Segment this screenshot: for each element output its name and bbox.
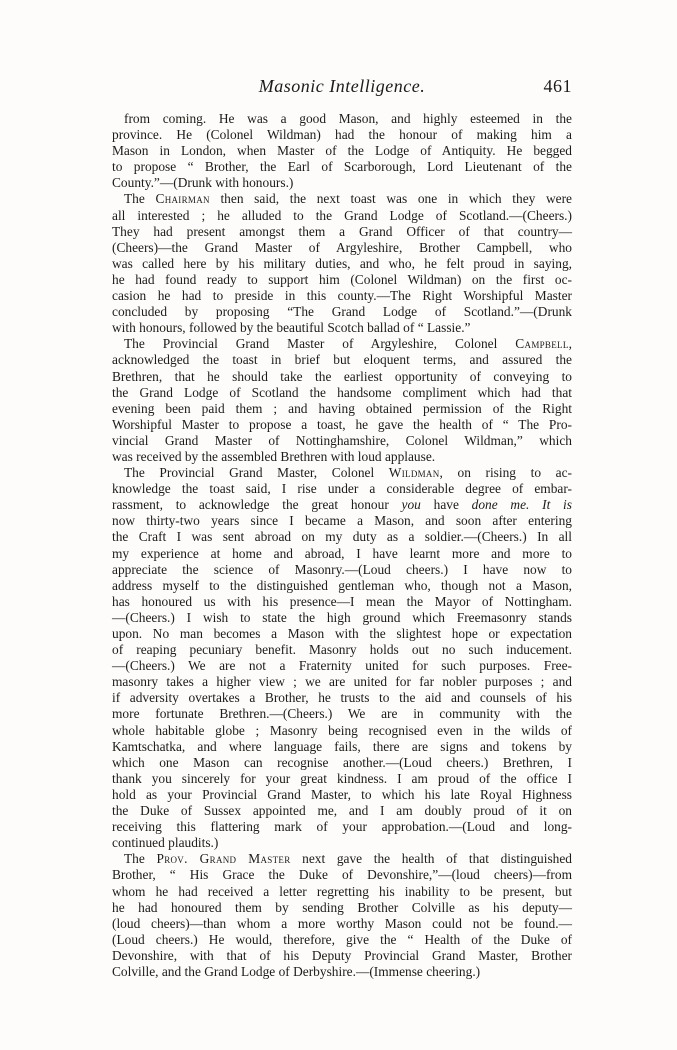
text-line: upon. No man becomes a Mason with the slightest hope or expectation <box>112 626 572 641</box>
small-caps-name: Campbell <box>515 336 569 352</box>
text-line: concluded by proposing “The Grand Lodge of Scotland.”—(Drunk <box>112 304 572 320</box>
text-line: continued plaudits.) <box>112 835 219 851</box>
text-line: Colville, and the Grand Lodge of Derbyshire.—(Immense cheering.) <box>112 963 481 979</box>
text-line: if adversity overtakes a Brother, he trusts to the aid and counsels of his <box>112 690 572 706</box>
page-number: 461 <box>543 76 572 96</box>
text-line: receiving this flattering mark of your approbation.—(Loud and long- <box>112 819 572 835</box>
text-line: from coming. He was a good Mason, and highly esteemed in the <box>124 111 572 126</box>
text-line: he had honoured them by sending Brother Colville as his deputy— <box>112 899 572 915</box>
text-line: appreciate the science of Masonry.—(Loud cheers.) I have now to <box>112 561 572 577</box>
text-line: rassment, to acknowledge the great honour you have done me. It is <box>112 497 572 513</box>
text-line: Devonshire, with that of his Deputy Provincial Grand Master, Brother <box>112 947 572 963</box>
text-line: all interested ; he alluded to the Grand Lodge of Scotland.—(Cheers.) <box>112 207 572 223</box>
text-line: to propose “ Brother, the Earl of Scarborough, Lord Lieutenant of the <box>112 159 572 175</box>
text-line: (Loud cheers.) He would, therefore, give the “ Health of the Duke of <box>112 931 572 947</box>
text-line: which one Mason can recognise another.—(Loud cheers.) Brethren, I <box>112 754 572 770</box>
text-line: with honours, followed by the beautiful Scotch ballad of “ Lassie.” <box>112 320 471 336</box>
text-line: thank you sincerely for your great kindness. I am proud of the office I <box>112 770 572 786</box>
running-title: Masonic Intelligence. <box>258 76 426 96</box>
text-line: province. He (Colonel Wildman) had the honour of making him a <box>112 127 572 143</box>
text-line: Worshipful Master to propose a toast, he gave the health of “ The Pro- <box>112 416 572 432</box>
text-line: They had present amongst them a Grand Officer of that country— <box>112 223 572 239</box>
text-line: of reaping pecuniary benefit. Masonry holds out no such inducement. <box>112 642 572 658</box>
text-line: address myself to the distinguished gentleman who, though not a Mason, <box>112 577 572 593</box>
text-line: now thirty-two years since I became a Mason, and soon after entering <box>112 513 572 529</box>
text-line: the Grand Lodge of Scotland the handsome compliment which had that <box>112 384 572 400</box>
text-line: hold as your Provincial Grand Master, to which his late Royal Highness <box>112 786 572 802</box>
text-line: he had found ready to support him (Colonel Wildman) on the first oc- <box>112 271 572 287</box>
text-line: The Prov. Grand Master next gave the health of that distinguished <box>124 851 572 867</box>
text-line: knowledge the toast said, I rise under a considerable degree of embar- <box>112 481 572 497</box>
text-line: (Cheers)—the Grand Master of Argyleshire, Brother Campbell, who <box>112 239 572 255</box>
emphasis-text: you <box>401 497 421 513</box>
text-line: evening been paid them ; and having obtained permission of the Right <box>112 400 572 416</box>
text-line: Mason in London, when Master of the Lodge of Antiquity. He begged <box>112 143 572 159</box>
text-line: acknowledged the toast in brief but eloquent terms, and assured the <box>112 352 572 368</box>
text-line: The Chairman then said, the next toast was one in which they were <box>124 191 572 207</box>
text-line: was received by the assembled Brethren with loud applause. <box>112 448 436 464</box>
text-line: —(Cheers.) We are not a Fraternity united for such purposes. Free- <box>112 658 572 674</box>
text-line: Kamtschatka, and where language fails, there are signs and tokens by <box>112 738 572 754</box>
text-line: vincial Grand Master of Nottinghamshire, Colonel Wildman,” which <box>112 432 572 448</box>
running-head <box>112 76 572 100</box>
text-line: The Provincial Grand Master, Colonel Wildman, on rising to ac- <box>124 465 572 481</box>
text-line: (loud cheers)—than whom a more worthy Mason could not be found.— <box>112 915 572 931</box>
text-line: masonry takes a higher view ; we are united for far nobler purposes ; and <box>112 674 572 690</box>
text-line: casion he had to preside in this county.—The Right Worshipful Master <box>112 288 572 304</box>
body-text <box>112 111 572 980</box>
text-line: County.”—(Drunk with honours.) <box>112 175 294 191</box>
emphasis-text: done me. It is <box>471 497 572 513</box>
small-caps-name: Prov. Grand Master <box>156 851 291 867</box>
text-line: the Craft I was sent abroad on my duty as a soldier.—(Cheers.) In all <box>112 529 572 545</box>
text-line: Brethren, that he should take the earliest opportunity of conveying to <box>112 368 572 384</box>
text-line: —(Cheers.) I wish to state the high ground which Freemasonry stands <box>112 609 572 625</box>
text-line: whom he had received a letter regretting his inability to be present, but <box>112 883 572 899</box>
text-line: more fortunate Brethren.—(Cheers.) We are in community with the <box>112 706 572 722</box>
text-line: the Duke of Sussex appointed me, and I am doubly proud of it on <box>112 803 572 819</box>
text-line: The Provincial Grand Master of Argyleshire, Colonel Campbell, <box>124 336 572 352</box>
text-line: was called here by his military duties, and who, he felt proud in saying, <box>112 255 572 271</box>
small-caps-name: Wildman <box>388 465 440 481</box>
text-line: Brother, “ His Grace the Duke of Devonshire,”—(loud cheers)—from <box>112 867 572 883</box>
text-line: whole habitable globe ; Masonry being recognised even in the wilds of <box>112 722 572 738</box>
text-line: has honoured us with his presence—I mean the Mayor of Nottingham. <box>112 593 572 609</box>
text-line: my experience at home and abroad, I have learnt more and more to <box>112 545 572 561</box>
small-caps-name: Chairman <box>155 191 210 207</box>
